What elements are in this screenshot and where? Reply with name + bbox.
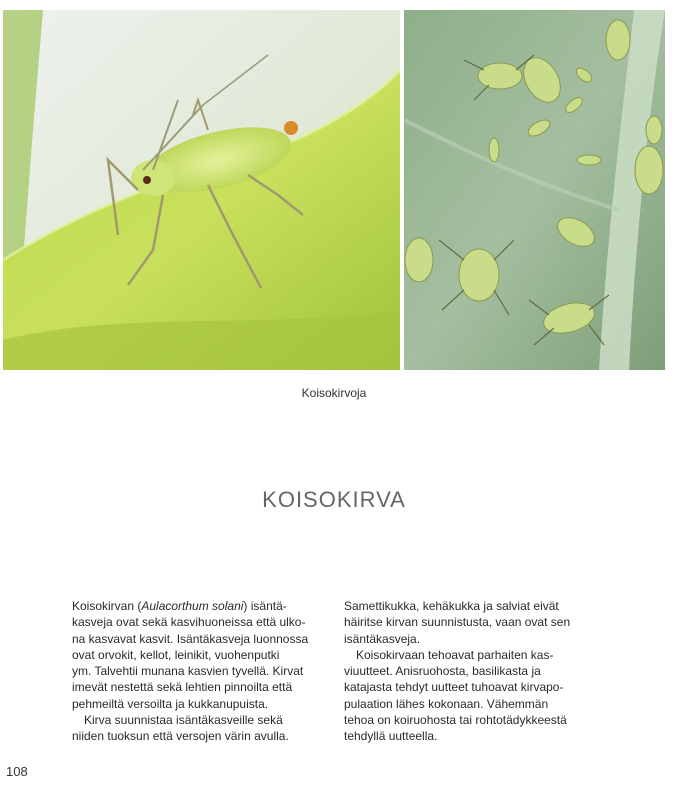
text-line: häiritse kirvan suunnistusta, vaan ovat sen	[344, 615, 571, 630]
page-number: 108	[6, 764, 28, 779]
aphid-closeup-photo	[3, 10, 400, 370]
text-line: Koisokirvaan tehoavat parhaiten kas-	[356, 647, 554, 662]
text-line: isäntäkasveja.	[344, 631, 421, 646]
text-line: Samettikukka, kehäkukka ja salviat eivät	[344, 599, 559, 613]
text-line: viuutteet. Anisruohosta, basilikasta ja	[344, 664, 541, 679]
text-line: ovat orvokit, kellot, leinikit, vuohenputki	[72, 647, 280, 662]
text-line: Koisokirvan (Aulacorthum solani) isäntä-	[72, 599, 287, 613]
aphid-colony-illustration	[404, 10, 665, 370]
article-column-left	[72, 598, 334, 745]
article-column-right	[344, 598, 606, 745]
text-line: tehdyllä uutteella.	[344, 729, 438, 744]
text-line: tehoa on koiruohosta tai rohtotädykkeestä	[344, 713, 567, 728]
text-line: pulaation lähes kokonaan. Vähemmän	[344, 696, 549, 711]
text-line: pehmeiltä versoilta ja kukkanupuista.	[72, 696, 269, 711]
text-line: kasveja ovat sekä kasvihuoneissa että ulko-	[72, 615, 306, 630]
text-line: ym. Talvehtii munana kasvien tyvellä. Kirvat	[72, 664, 304, 679]
text-line: katajasta tehdyt uutteet tuhoavat kirvapo-	[344, 680, 564, 695]
text-line: na kasvavat kasvit. Isäntäkasveja luonnossa	[72, 631, 309, 646]
article-title: KOISOKIRVA	[262, 487, 406, 512]
latin-name: Aulacorthum solani	[141, 599, 244, 613]
text-line: Kirva suunnistaa isäntäkasveille sekä	[84, 713, 283, 728]
aphid-closeup-illustration	[3, 10, 400, 370]
figure-caption: Koisokirvoja	[301, 386, 367, 400]
text-line: imevät nestettä sekä lehtien pinnoilta että	[72, 680, 293, 695]
aphid-colony-photo	[404, 10, 665, 370]
text-line: niiden tuoksun että versojen värin avulla.	[72, 729, 289, 744]
